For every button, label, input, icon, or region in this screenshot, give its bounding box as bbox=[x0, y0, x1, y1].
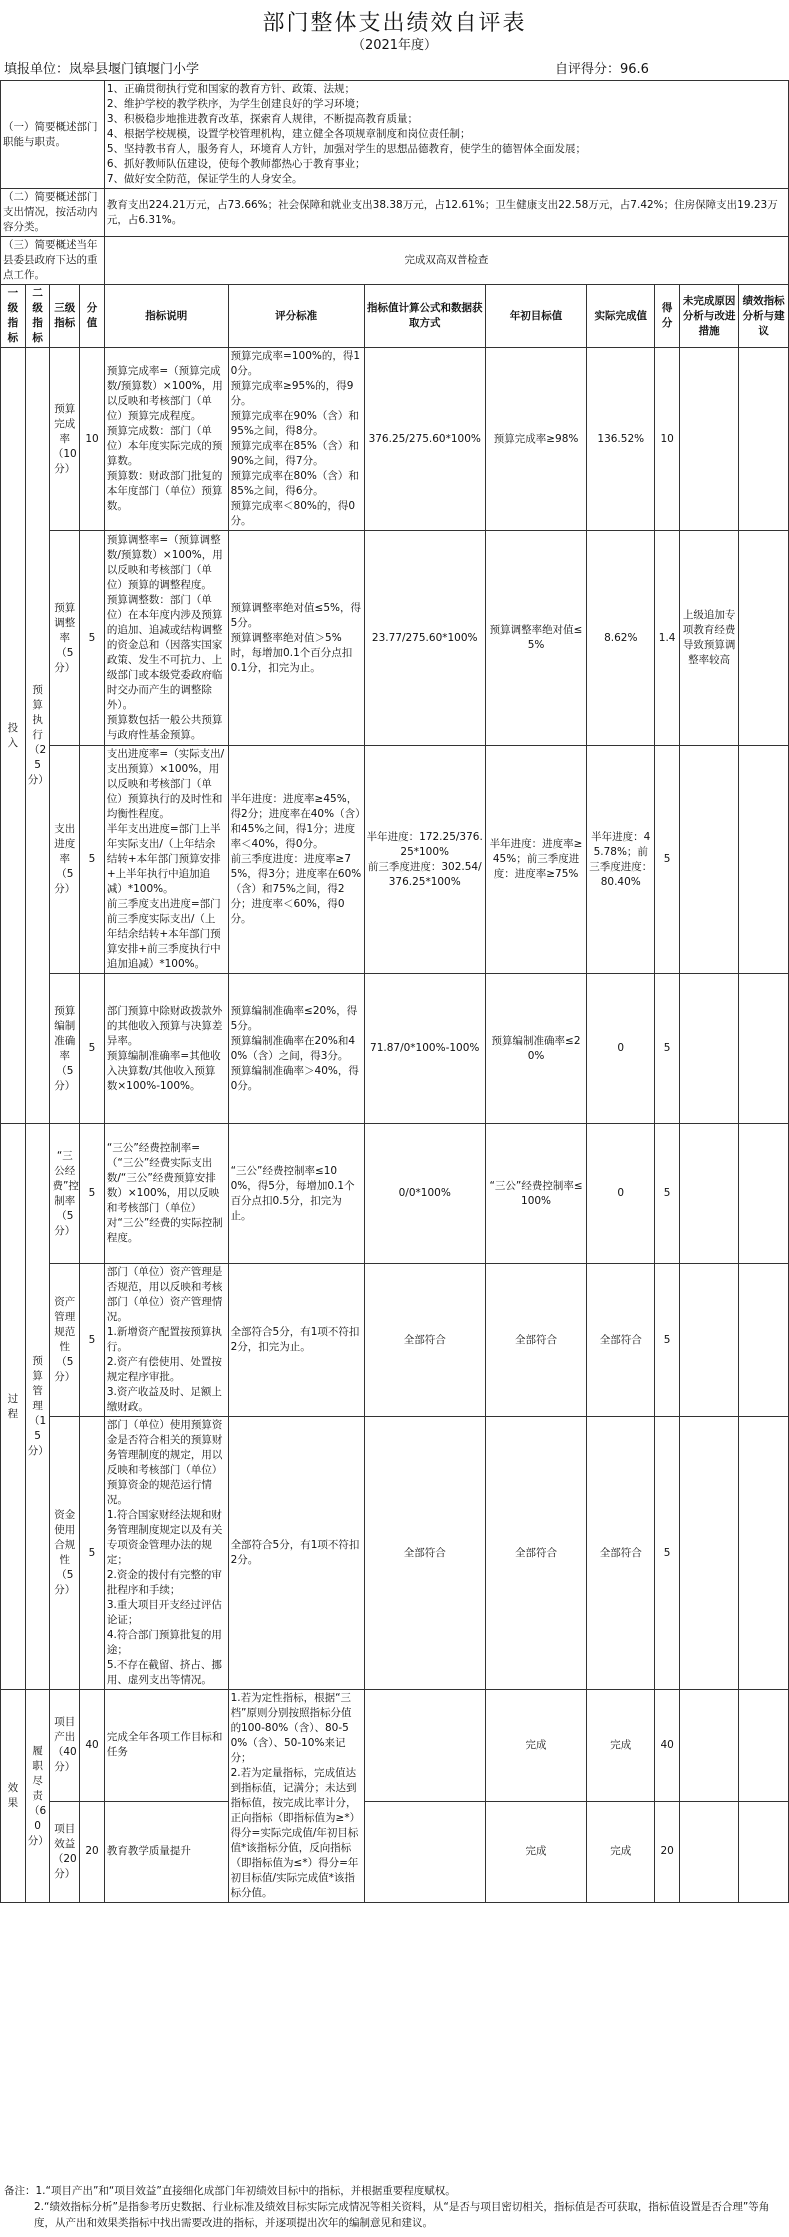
table-row bbox=[1, 1417, 789, 1690]
indicator-got: 10 bbox=[655, 348, 680, 531]
indicator-reason bbox=[680, 974, 739, 1124]
indicator-formula: 全部符合 bbox=[364, 1264, 485, 1417]
header-got: 得分 bbox=[655, 285, 680, 348]
footnote-line: 备注：1.“项目产出”和“项目效益”直接细化成部门年初绩效目标中的指标，并根据重要程度赋权。 bbox=[4, 2185, 456, 2197]
footnotes bbox=[4, 2183, 784, 2231]
indicator-actual: 8.62% bbox=[587, 531, 655, 746]
indicator-got: 1.4 bbox=[655, 531, 680, 746]
indicator-got: 5 bbox=[655, 746, 680, 974]
evaluation-table bbox=[0, 80, 789, 1903]
indicator-got: 5 bbox=[655, 1264, 680, 1417]
indicator-formula: 0/0*100% bbox=[364, 1124, 485, 1264]
table-row bbox=[1, 746, 789, 974]
indicator-got: 5 bbox=[655, 974, 680, 1124]
form-subtitle: （2021年度） bbox=[351, 38, 438, 53]
indicator-target: 半年进度：进度率≥45%；前三季度进度：进度率≥75% bbox=[485, 746, 586, 974]
indicator-score: 40 bbox=[80, 1690, 105, 1802]
indicator-name: 资金使用合规性（5分） bbox=[50, 1417, 80, 1690]
section2-content: 教育支出224.21万元，占73.66%；社会保障和就业支出38.38万元，占12.61%；卫生健康支出22.58万元，占7.42%；住房保障支出19.23万元，占6.31%。 bbox=[104, 189, 788, 237]
indicator-got: 40 bbox=[655, 1690, 680, 1802]
duty-line: 7、做好安全防范，保证学生的人身安全。 bbox=[106, 173, 303, 185]
indicator-formula bbox=[364, 1690, 485, 1802]
section1-content bbox=[104, 81, 788, 189]
indicator-name: 预算编制准确率（5分） bbox=[50, 974, 80, 1124]
indicator-name: 预算调整率（5分） bbox=[50, 531, 80, 746]
indicator-actual: 半年进度：45.78%；前三季度进度：80.40% bbox=[587, 746, 655, 974]
indicator-suggest bbox=[739, 1801, 789, 1902]
header-actual: 实际完成值 bbox=[587, 285, 655, 348]
indicator-reason: 上级追加专项教育经费导致预算调整率较高 bbox=[680, 531, 739, 746]
group-input: 投入 bbox=[1, 348, 26, 1124]
indicator-name: 资产管理规范性（5分） bbox=[50, 1264, 80, 1417]
indicator-desc: 部门（单位）使用预算资金是否符合相关的预算财务管理制度的规定，用以反映和考核部门（单位）预算资金的规范运行情况。 1.符合国家财经法规和财务管理制度规定以及有关专项资金管理办法的规定； 2.资金的拨付有完整的审批程序和手续； 3.重大项目开支经过评估论证； 4.符合部门预算批复的用途； 5.不存在截留、挤占、挪用、虚列支出等情况。 bbox=[104, 1417, 228, 1690]
indicator-suggest bbox=[739, 1124, 789, 1264]
header-level1: 一级指标 bbox=[1, 285, 26, 348]
indicator-std: “三公”经费控制率≤100%，得5分，每增加0.1个百分点扣0.5分，扣完为止。 bbox=[228, 1124, 364, 1264]
indicator-desc: 预算完成率=（预算完成数/预算数）×100%，用以反映和考核部门（单位）预算完成程度。 预算完成数：部门（单位）本年度实际完成的预算数。 预算数：财政部门批复的本年度部门（单位）预算数。 bbox=[104, 348, 228, 531]
indicator-actual: 全部符合 bbox=[587, 1264, 655, 1417]
indicator-score: 5 bbox=[80, 974, 105, 1124]
duty-line: 6、抓好教师队伍建设，使每个教师都热心于教育事业； bbox=[106, 158, 366, 170]
indicator-name: 项目产出（40分） bbox=[50, 1690, 80, 1802]
indicator-reason bbox=[680, 1264, 739, 1417]
header-formula: 指标值计算公式和数据获取方式 bbox=[364, 285, 485, 348]
indicator-actual: 0 bbox=[587, 974, 655, 1124]
indicator-score: 5 bbox=[80, 1124, 105, 1264]
section2-label: （二）简要概述部门支出情况，按活动内容分类。 bbox=[1, 189, 105, 237]
duty-line: 1、正确贯彻执行党和国家的教育方针、政策、法规； bbox=[106, 83, 356, 95]
indicator-std: 全部符合5分，有1项不符扣2分。 bbox=[228, 1417, 364, 1690]
indicator-std: 预算调整率绝对值≤5%，得5分。 预算调整率绝对值＞5%时，每增加0.1个百分点扣0.1分，扣完为止。 bbox=[228, 531, 364, 746]
table-row bbox=[1, 531, 789, 746]
header-level2: 二级指标 bbox=[25, 285, 50, 348]
indicator-suggest bbox=[739, 531, 789, 746]
table-row bbox=[1, 1124, 789, 1264]
header-suggest: 绩效指标分析与建议 bbox=[739, 285, 789, 348]
indicator-score: 5 bbox=[80, 1417, 105, 1690]
duty-line: 4、根据学校规模，设置学校管理机构，建立健全各项规章制度和岗位责任制； bbox=[106, 128, 471, 140]
indicator-name: “三公经费”控制率（5分） bbox=[50, 1124, 80, 1264]
indicator-formula: 全部符合 bbox=[364, 1417, 485, 1690]
indicator-actual: 0 bbox=[587, 1124, 655, 1264]
indicator-suggest bbox=[739, 348, 789, 531]
indicator-desc: 完成全年各项工作目标和任务 bbox=[104, 1690, 228, 1802]
indicator-suggest bbox=[739, 1690, 789, 1802]
header-std: 评分标准 bbox=[228, 285, 364, 348]
indicator-got: 5 bbox=[655, 1124, 680, 1264]
table-row bbox=[1, 1690, 789, 1802]
indicator-name: 预算完成率（10分） bbox=[50, 348, 80, 531]
indicator-formula bbox=[364, 1801, 485, 1902]
indicator-reason bbox=[680, 1417, 739, 1690]
group-mgmt: 预算管理（15分） bbox=[25, 1124, 50, 1690]
indicator-std: 预算编制准确率≤20%，得5分。 预算编制准确率在20%和40%（含）之间，得3分。 预算编制准确率＞40%，得0分。 bbox=[228, 974, 364, 1124]
indicator-desc: 部门（单位）资产管理是否规范，用以反映和考核部门（单位）资产管理情况。 1.新增资产配置按预算执行。 2.资产有偿使用、处置按规定程序审批。 3.资产收益及时、足额上缴财政。 bbox=[104, 1264, 228, 1417]
group-process: 过程 bbox=[1, 1124, 26, 1690]
indicator-got: 20 bbox=[655, 1801, 680, 1902]
indicator-score: 5 bbox=[80, 531, 105, 746]
indicator-name: 项目效益（20分） bbox=[50, 1801, 80, 1902]
form-title: 部门整体支出绩效自评表 bbox=[262, 11, 527, 36]
table-row bbox=[1, 974, 789, 1124]
table-row bbox=[1, 1264, 789, 1417]
indicator-actual: 完成 bbox=[587, 1690, 655, 1802]
group-exec: 预算执行（25分） bbox=[25, 348, 50, 1124]
table-row bbox=[1, 1801, 789, 1902]
indicator-desc: 教育教学质量提升 bbox=[104, 1801, 228, 1902]
indicator-formula: 半年进度：172.25/376.25*100% 前三季度进度：302.54/376.25*100% bbox=[364, 746, 485, 974]
indicator-reason bbox=[680, 348, 739, 531]
indicator-suggest bbox=[739, 746, 789, 974]
self-score: 自评得分：96.6 bbox=[555, 62, 649, 77]
indicator-score: 10 bbox=[80, 348, 105, 531]
group-duty: 履职尽责（60分） bbox=[25, 1690, 50, 1903]
indicator-got: 5 bbox=[655, 1417, 680, 1690]
indicator-reason bbox=[680, 1690, 739, 1802]
indicator-suggest bbox=[739, 1264, 789, 1417]
header-desc: 指标说明 bbox=[104, 285, 228, 348]
indicator-target: 全部符合 bbox=[485, 1417, 586, 1690]
duty-line: 3、积极稳步地推进教育改革，探索育人规律，不断提高教育质量； bbox=[106, 113, 419, 125]
indicator-desc: “三公”经费控制率=（“三公”经费实际支出数/“三公”经费预算安排数）×100%，用以反映和考核部门（单位）对“三公”经费的实际控制程度。 bbox=[104, 1124, 228, 1264]
indicator-std: 半年进度：进度率≥45%，得2分；进度率在40%（含）和45%之间，得1分；进度率＜40%，得0分。 前三季度进度：进度率≥75%，得3分；进度率在60%（含）和75%之间，得2分；进度率＜60%，得0分。 bbox=[228, 746, 364, 974]
header-reason: 未完成原因分析与改进措施 bbox=[680, 285, 739, 348]
indicator-target: 预算调整率绝对值≤5% bbox=[485, 531, 586, 746]
footnote-line: 2.“绩效指标分析”是指参考历史数据、行业标准及绩效目标实际完成情况等相关资料，从“是否与项目密切相关，指标值是否可获取，指标值设置是否合理”等角度，从产出和效果类指标中找出需要改进的指标，并逐项提出次年的编制意见和建议。 bbox=[34, 2201, 770, 2229]
indicator-desc: 部门预算中除财政拨款外的其他收入预算与决算差异率。 预算编制准确率=其他收入决算数/其他收入预算数×100%-100%。 bbox=[104, 974, 228, 1124]
section1-label: （一）简要概述部门职能与职责。 bbox=[1, 81, 105, 189]
indicator-target: 全部符合 bbox=[485, 1264, 586, 1417]
indicator-actual: 全部符合 bbox=[587, 1417, 655, 1690]
section3-content: 完成双高双普检查 bbox=[104, 237, 788, 285]
indicator-actual: 完成 bbox=[587, 1801, 655, 1902]
group-effect: 效果 bbox=[1, 1690, 26, 1903]
indicator-score: 5 bbox=[80, 1264, 105, 1417]
indicator-target: “三公”经费控制率≤100% bbox=[485, 1124, 586, 1264]
indicator-reason bbox=[680, 746, 739, 974]
indicator-formula: 376.25/275.60*100% bbox=[364, 348, 485, 531]
fill-unit: 填报单位：岚皋县堰门镇堰门小学 bbox=[4, 62, 200, 77]
indicator-target: 预算完成率≥98% bbox=[485, 348, 586, 531]
duty-line: 2、维护学校的教学秩序，为学生创建良好的学习环境； bbox=[106, 98, 366, 110]
indicator-desc: 支出进度率=（实际支出/支出预算）×100%，用以反映和考核部门（单位）预算执行的及时性和均衡性程度。 半年支出进度=部门上半年实际支出/（上年结余结转+本年部门预算安排+上半年执行中追加追减）*100%。 前三季度支出进度=部门前三季度实际支出/（上年结余结转+本年部门预算安排+前三季度执行中追加追减）*100%。 bbox=[104, 746, 228, 974]
indicator-suggest bbox=[739, 1417, 789, 1690]
indicator-std: 预算完成率=100%的，得10分。 预算完成率≥95%的，得9分。 预算完成率在90%（含）和95%之间，得8分。 预算完成率在85%（含）和90%之间，得7分。 预算完成率在80%（含）和85%之间，得6分。 预算完成率＜80%的，得0分。 bbox=[228, 348, 364, 531]
indicator-score: 5 bbox=[80, 746, 105, 974]
table-row bbox=[1, 348, 789, 531]
header-target: 年初目标值 bbox=[485, 285, 586, 348]
indicator-actual: 136.52% bbox=[587, 348, 655, 531]
indicator-suggest bbox=[739, 974, 789, 1124]
indicator-desc: 预算调整率=（预算调整数/预算数）×100%，用以反映和考核部门（单位）预算的调整程度。 预算调整数：部门（单位）在本年度内涉及预算的追加、追减或结构调整的资金总和（因落实国家政策、发生不可抗力、上级部门或本级党委政府临时交办而产生的调整除外）。 预算数包括一般公共预算与政府性基金预算。 bbox=[104, 531, 228, 746]
indicator-std: 全部符合5分，有1项不符扣2分，扣完为止。 bbox=[228, 1264, 364, 1417]
section3-label: （三）简要概述当年县委县政府下达的重点工作。 bbox=[1, 237, 105, 285]
header-score: 分值 bbox=[80, 285, 105, 348]
indicator-target: 完成 bbox=[485, 1801, 586, 1902]
header-level3: 三级指标 bbox=[50, 285, 80, 348]
indicator-reason bbox=[680, 1124, 739, 1264]
indicator-reason bbox=[680, 1801, 739, 1902]
indicator-formula: 71.87/0*100%-100% bbox=[364, 974, 485, 1124]
indicator-std: 1.若为定性指标，根据“三档”原则分别按照指标分值的100-80%（含）、80-50%（含）、50-10%来记分； 2.若为定量指标，完成值达到指标值，记满分；未达到指标值，按完成比率计分，正向指标（即指标值为≥*）得分=实际完成值/年初目标值*该指标分值，反向指标（即指标值为≤*）得分=年初目标值/实际完成值*该指标分值。 bbox=[228, 1690, 364, 1903]
indicator-score: 20 bbox=[80, 1801, 105, 1902]
indicator-target: 完成 bbox=[485, 1690, 586, 1802]
duty-line: 5、坚持教书育人，服务育人，环境育人方针，加强对学生的思想品德教育，使学生的德智体全面发展； bbox=[106, 143, 587, 155]
indicator-formula: 23.77/275.60*100% bbox=[364, 531, 485, 746]
indicator-name: 支出进度率（5分） bbox=[50, 746, 80, 974]
indicator-target: 预算编制准确率≤20% bbox=[485, 974, 586, 1124]
